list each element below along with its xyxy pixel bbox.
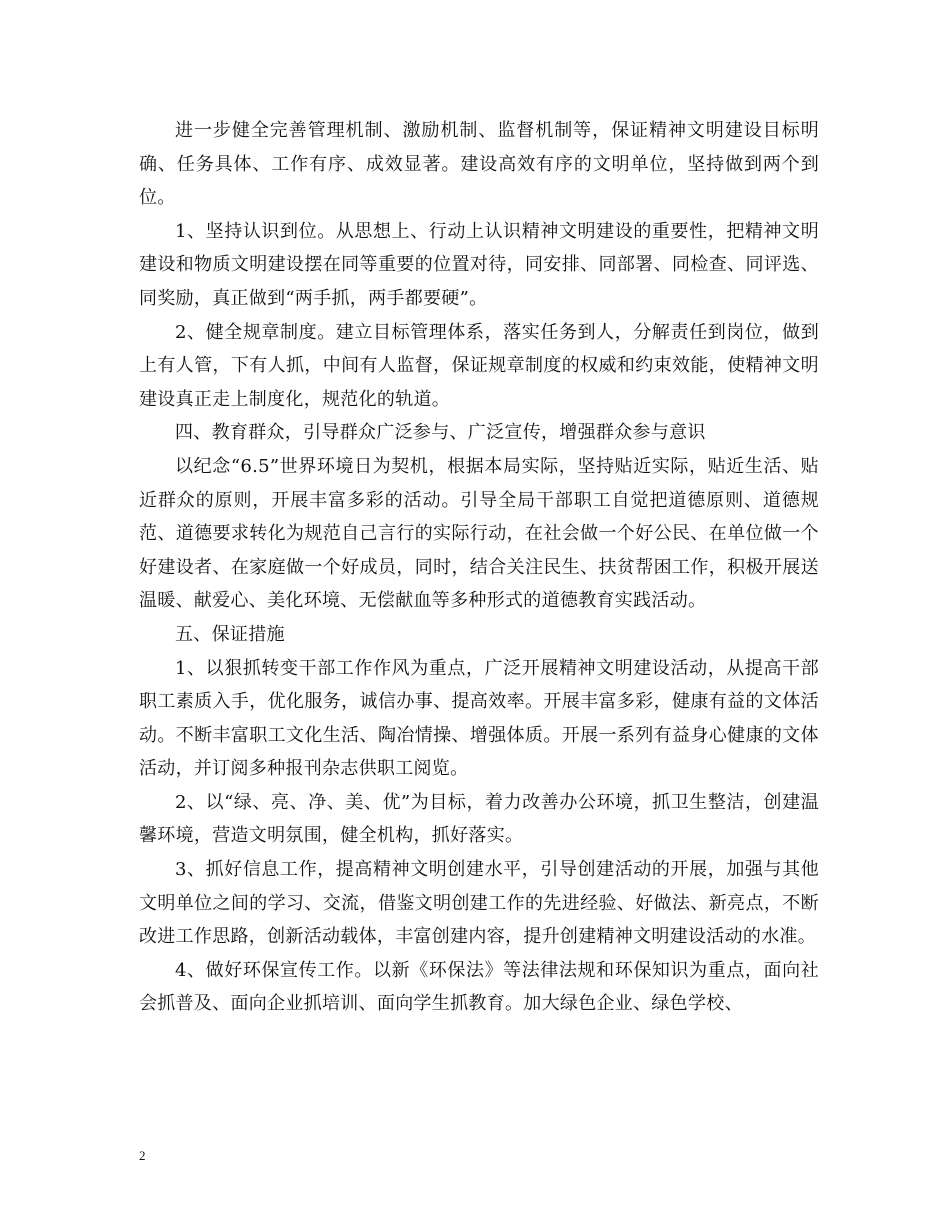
paragraph-measure-1: 1、以狠抓转变干部工作作风为重点，广泛开展精神文明建设活动，从提高干部职工素质入手，优化服务，诚信办事、提高效率。开展丰富多彩，健康有益的文体活动。不断丰富职工文化生活、陶冶情操、增强体质。开展一系列有益身心健康的文体活动，并订阅多种报刊杂志供职工阅览。 xyxy=(139,657,819,780)
paragraph-measure-2: 2、以“绿、亮、净、美、优”为目标，着力改善办公环境，抓卫生整洁，创建温馨环境，营造文明氛围，健全机构，抓好落实。 xyxy=(139,791,819,847)
section-heading-four: 四、教育群众，引导群众广泛参与、广泛宣传，增强群众参与意识 xyxy=(175,422,706,444)
paragraph-item-2-rules: 2、健全规章制度。建立目标管理体系，落实任务到人，分解责任到岗位，做到上有人管，下有人抓，中间有人监督，保证规章制度的权威和约束效能，使精神文明建设真正走上制度化，规范化的轨道。 xyxy=(139,321,819,410)
section-heading-five: 五、保证措施 xyxy=(175,623,285,645)
document-body xyxy=(139,114,819,1021)
paragraph-mechanism-intro: 进一步健全完善管理机制、激励机制、监督机制等，保证精神文明建设目标明确、任务具体、工作有序、成效显著。建设高效有序的文明单位，坚持做到两个到位。 xyxy=(139,120,819,209)
paragraph-measure-4: 4、做好环保宣传工作。以新《环保法》等法律法规和环保知识为重点，面向社会抓普及、面向企业抓培训、面向学生抓教育。加大绿色企业、绿色学校、 xyxy=(139,959,819,1015)
page-number: 2 xyxy=(139,1148,146,1163)
paragraph-environment-day: 以纪念“6.5”世界环境日为契机，根据本局实际，坚持贴近实际，贴近生活、贴近群众的原则，开展丰富多彩的活动。引导全局干部职工自觉把道德原则、道德规范、道德要求转化为规范自己言行的实际行动，在社会做一个好公民、在单位做一个好建设者、在家庭做一个好成员，同时，结合关注民生、扶贫帮困工作，积极开展送温暖、献爱心、美化环境、无偿献血等多种形式的道德教育实践活动。 xyxy=(139,455,819,612)
paragraph-item-1-awareness: 1、坚持认识到位。从思想上、行动上认识精神文明建设的重要性，把精神文明建设和物质文明建设摆在同等重要的位置对待，同安排、同部署、同检查、同评选、同奖励，真正做到“两手抓，两手都要硬”。 xyxy=(139,220,819,309)
paragraph-measure-3: 3、抓好信息工作，提高精神文明创建水平，引导创建活动的开展，加强与其他文明单位之间的学习、交流，借鉴文明创建工作的先进经验、好做法、新亮点，不断改进工作思路，创新活动载体，丰富创建内容，提升创建精神文明建设活动的水准。 xyxy=(139,859,819,948)
